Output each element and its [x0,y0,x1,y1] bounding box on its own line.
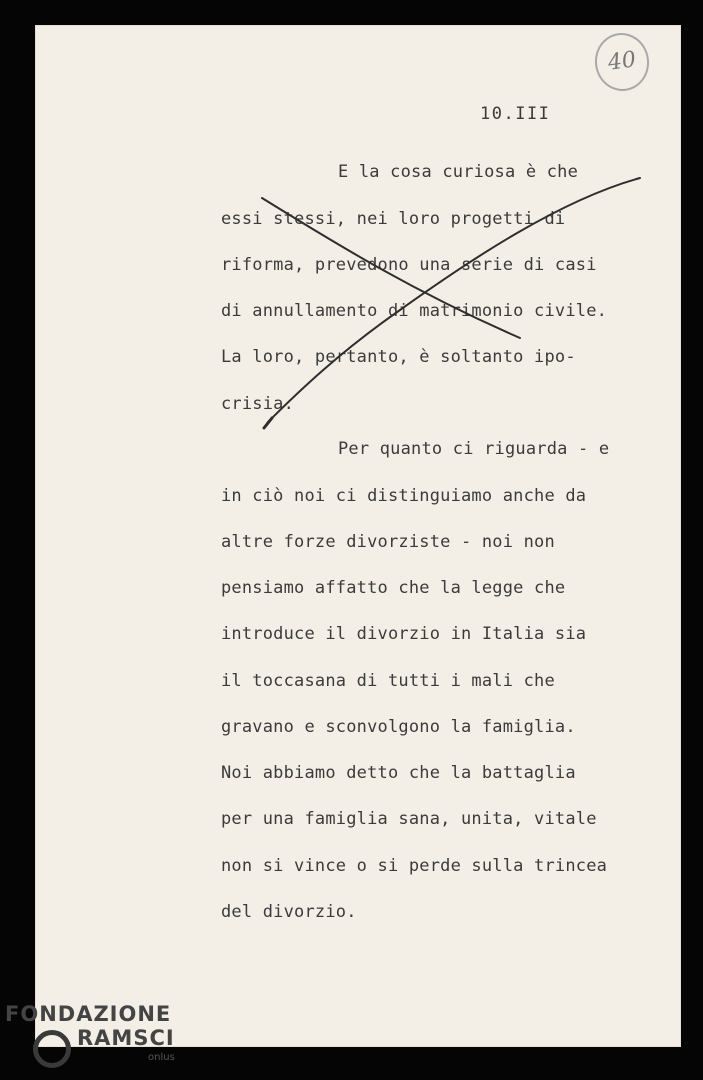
text-line: del divorzio. [221,902,357,922]
text-line: crisia. [221,394,295,414]
text-line: E la cosa curiosa è che [338,162,579,182]
text-line: La loro, pertanto, è soltanto ipo- [221,347,576,367]
watermark-line1: FONDAZIONE [5,1002,172,1026]
text-line: di annullamento di matrimonio civile. [221,301,608,321]
text-line: gravano e sconvolgono la famiglia. [221,717,576,737]
text-line: essi stessi, nei loro progetti di [221,209,566,229]
text-line: pensiamo affatto che la legge che [221,578,566,598]
text-line: introduce il divorzio in Italia sia [221,624,587,644]
foundation-watermark-logo [5,1002,180,1072]
text-line: riforma, prevedono una serie di casi [221,255,597,275]
section-heading: 10.III [480,104,551,124]
text-line: il toccasana di tutti i mali che [221,671,555,691]
text-line: altre forze divorziste - noi non [221,532,555,552]
text-line: Noi abbiamo detto che la battaglia [221,763,576,783]
text-line: Per quanto ci riguarda - e [338,439,610,459]
text-line: per una famiglia sana, unita, vitale [221,809,597,829]
watermark-line2: RAMSCI [77,1026,175,1050]
g-mark-icon [33,1030,71,1068]
watermark-sub: onlus [148,1052,175,1063]
text-line: non si vince o si perde sulla trincea [221,856,608,876]
text-line: in ciò noi ci distinguiamo anche da [221,486,587,506]
handwritten-page-number: 40 [591,30,653,95]
